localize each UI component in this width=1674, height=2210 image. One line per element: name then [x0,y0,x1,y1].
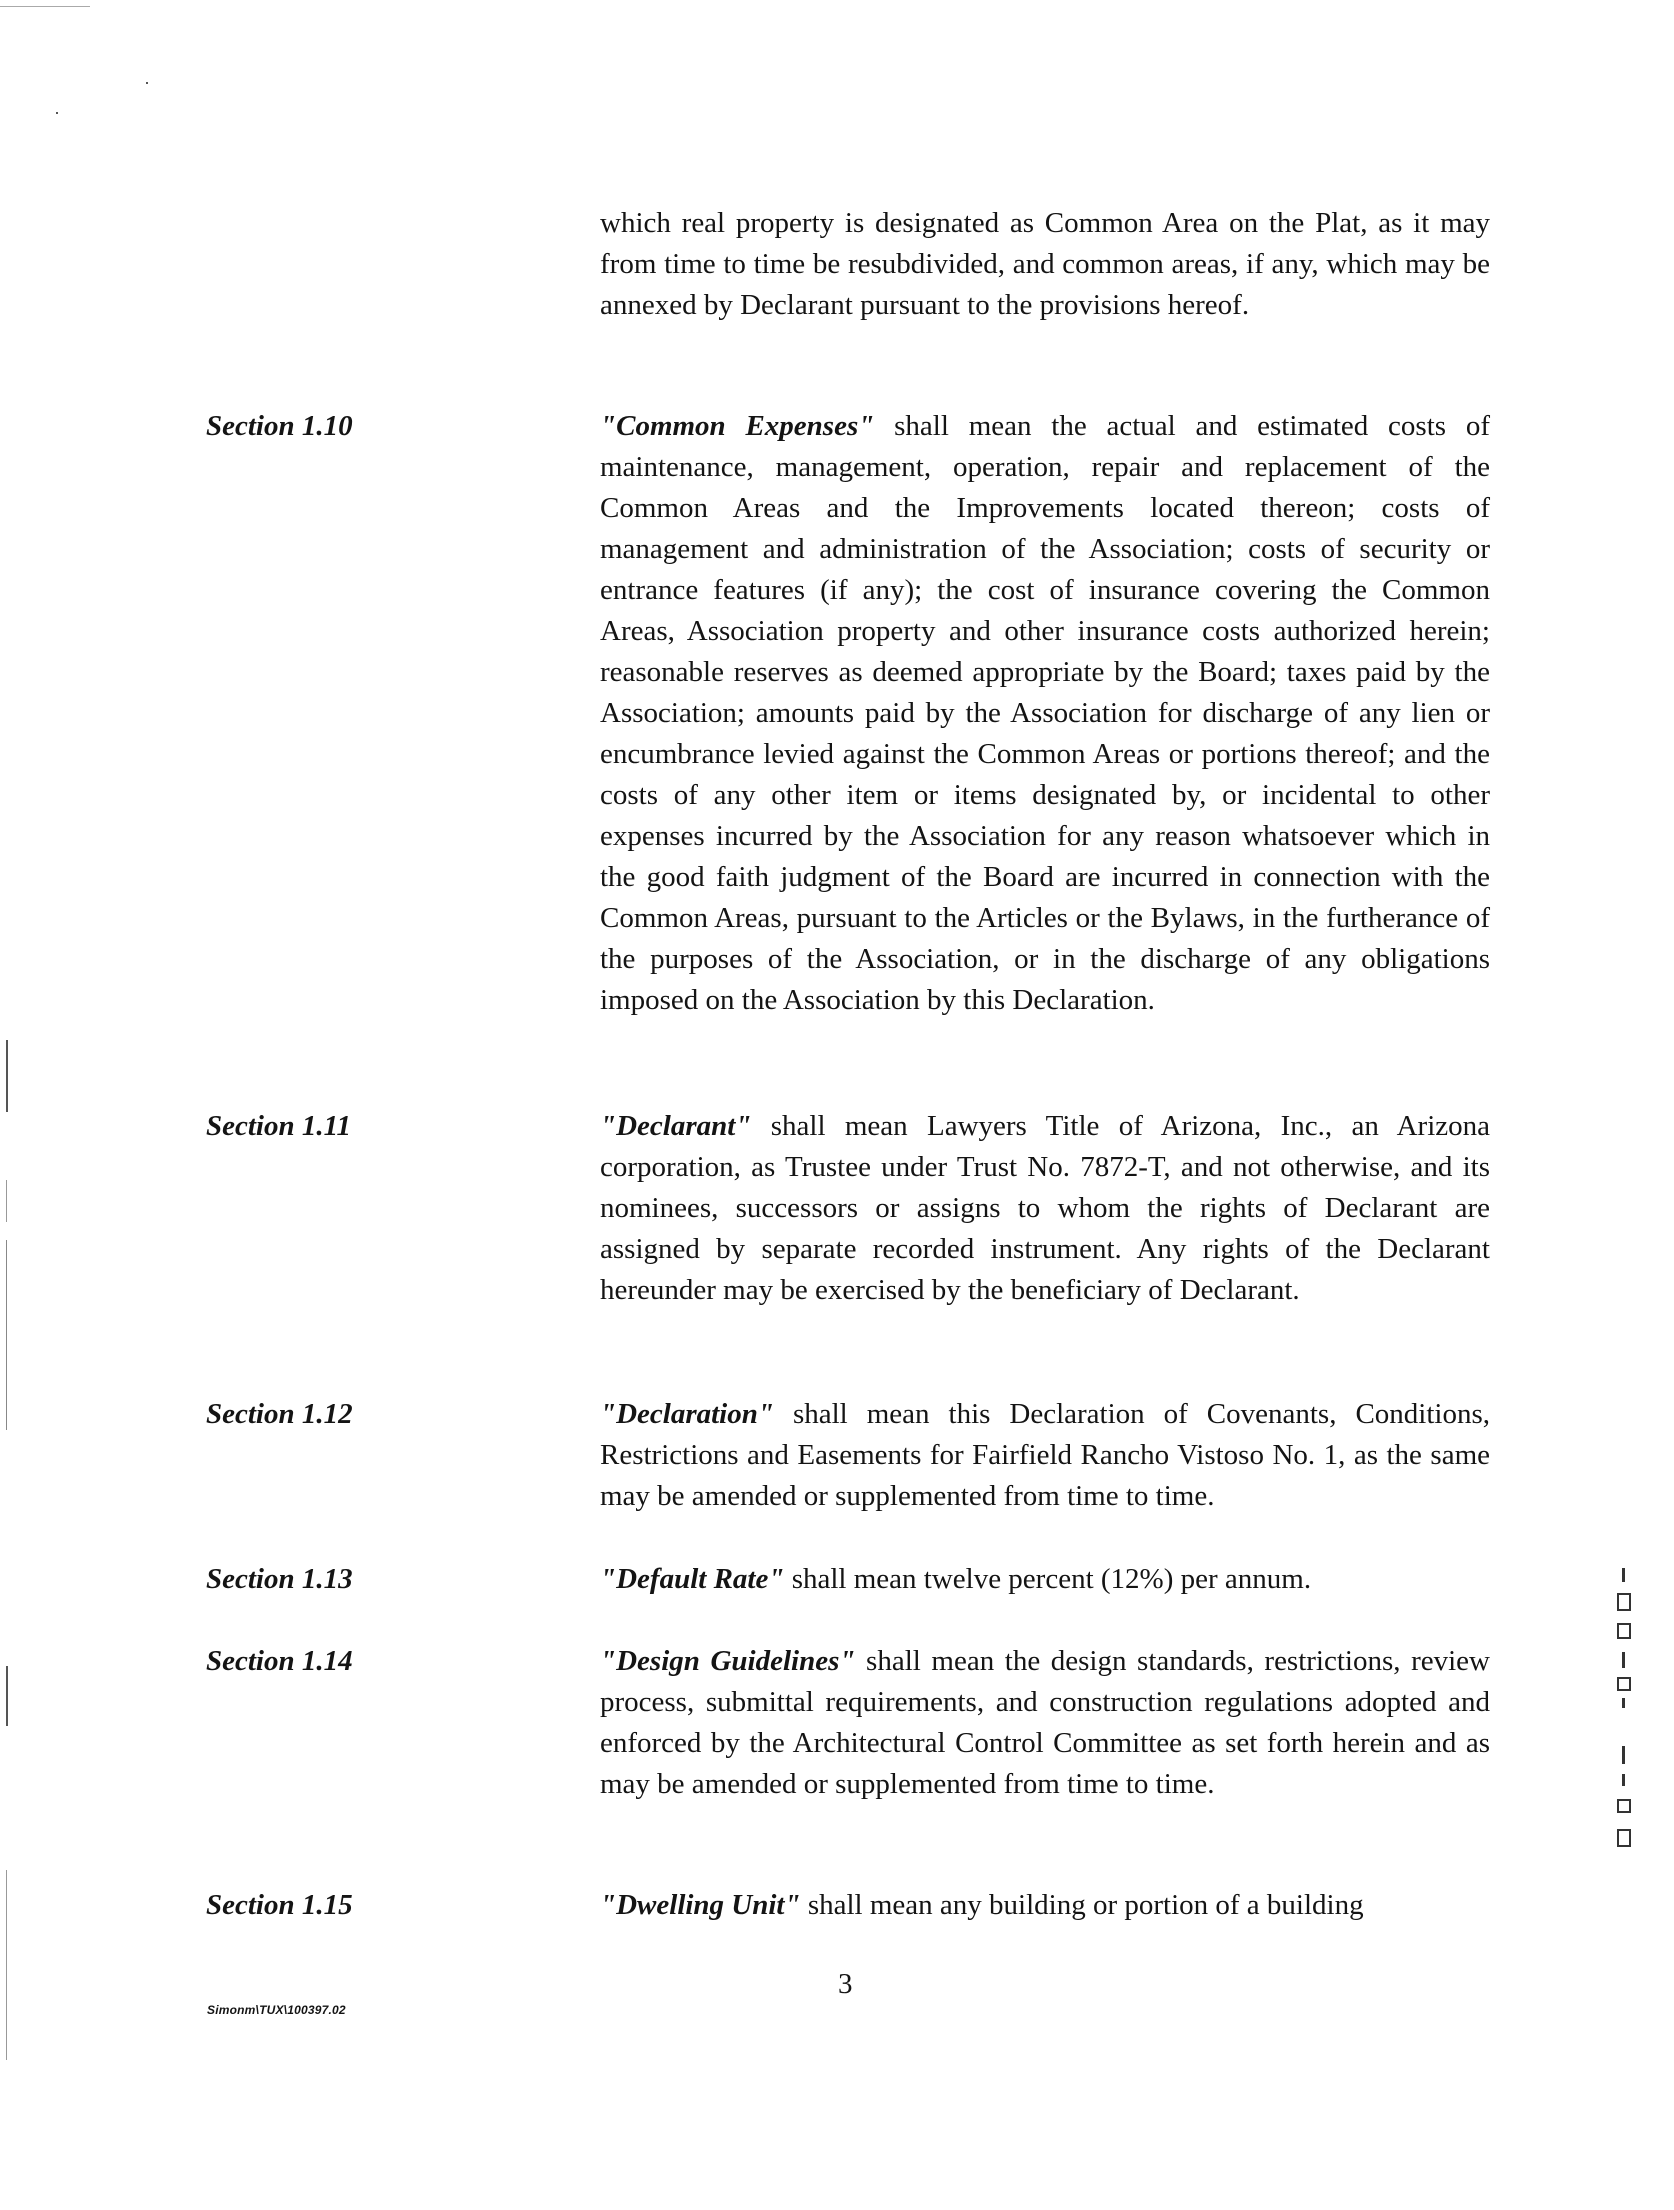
scan-margin-line [6,1040,8,1112]
defined-term: "Declaration" [600,1398,774,1430]
definition-text: shall mean Lawyers Title of Arizona, Inc., an Arizona corporation, as Trustee under Trust No. 7872-T, and not otherwise, and its nominees, successors or assigns to whom the rights of Declarant are assigned by separate recorded instrument. Any rights of the Declarant hereunder may be exercised by the beneficiary of Declarant. [600,1110,1490,1306]
section-label: Section 1.12 [206,1398,353,1430]
section-label: Section 1.14 [206,1645,353,1677]
definition-text: shall mean any building or portion of a building [800,1889,1364,1921]
section-definition [600,1641,1490,1805]
section-label: Section 1.13 [206,1563,353,1595]
page-number: 3 [838,1968,853,2000]
scan-margin-line [6,1666,8,1726]
section-label: Section 1.10 [206,410,353,442]
scan-margin-line [6,1180,7,1222]
definition-text: shall mean the design standards, restrictions, review process, submittal requirements, and construction regulations adopted and enforced by the Architectural Control Committee as set forth herein and as may be amended or supplemented from time to time. [600,1645,1490,1800]
defined-term: "Design Guidelines" [600,1645,856,1677]
scan-margin-line [6,1240,7,1430]
section-definition [600,1394,1490,1517]
section-definition [600,406,1490,1021]
document-footer-id: Simonm\TUX\100397.02 [207,2003,346,2017]
section-definition [600,1885,1490,1926]
defined-term: "Dwelling Unit" [600,1889,801,1921]
scan-speck [56,112,58,114]
section-definition [600,1106,1490,1311]
defined-term: "Default Rate" [600,1563,785,1595]
scan-speck [146,82,148,84]
section-definition [600,1559,1490,1600]
definition-text: shall mean the actual and estimated costs of maintenance, management, operation, repair and replacement of the Common Areas and the Improvements located thereon; costs of management and administration of the Association; costs of security or entrance features (if any); the cost of insurance covering the Common Areas, Association property and other insurance costs authorized herein; reasonable reserves as deemed appropriate by the Board; taxes paid by the Association; amounts paid by the Association for discharge of any lien or encumbrance levied against the Common Areas or portions thereof; and the costs of any other item or items designated by, or incidental to other expenses incurred by the Association for any reason whatsoever which in the good faith judgment of the Board are incurred in connection with the Common Areas, pursuant to the Articles or the Bylaws, in the furtherance of the purposes of the Association, or in the discharge of any obligations imposed on the Association by this Declaration. [600,410,1490,1016]
scan-edge-mark [0,6,90,7]
section-label: Section 1.11 [206,1110,352,1142]
defined-term: "Common Expenses" [600,410,875,442]
definition-text: shall mean twelve percent (12%) per annum. [784,1563,1312,1595]
scan-margin-line [6,1870,7,2060]
defined-term: "Declarant" [600,1110,752,1142]
recording-stamp-graphic [1612,1568,1636,1868]
section-label: Section 1.15 [206,1889,353,1921]
intro-paragraph: which real property is designated as Common Area on the Plat, as it may from time to time be resubdivided, and common areas, if any, which may be annexed by Declarant pursuant to the provisions hereof. [600,207,1490,321]
definition-text: shall mean this Declaration of Covenants, Conditions, Restrictions and Easements for Fairfield Rancho Vistoso No. 1, as the same may be amended or supplemented from time to time. [600,1398,1490,1512]
